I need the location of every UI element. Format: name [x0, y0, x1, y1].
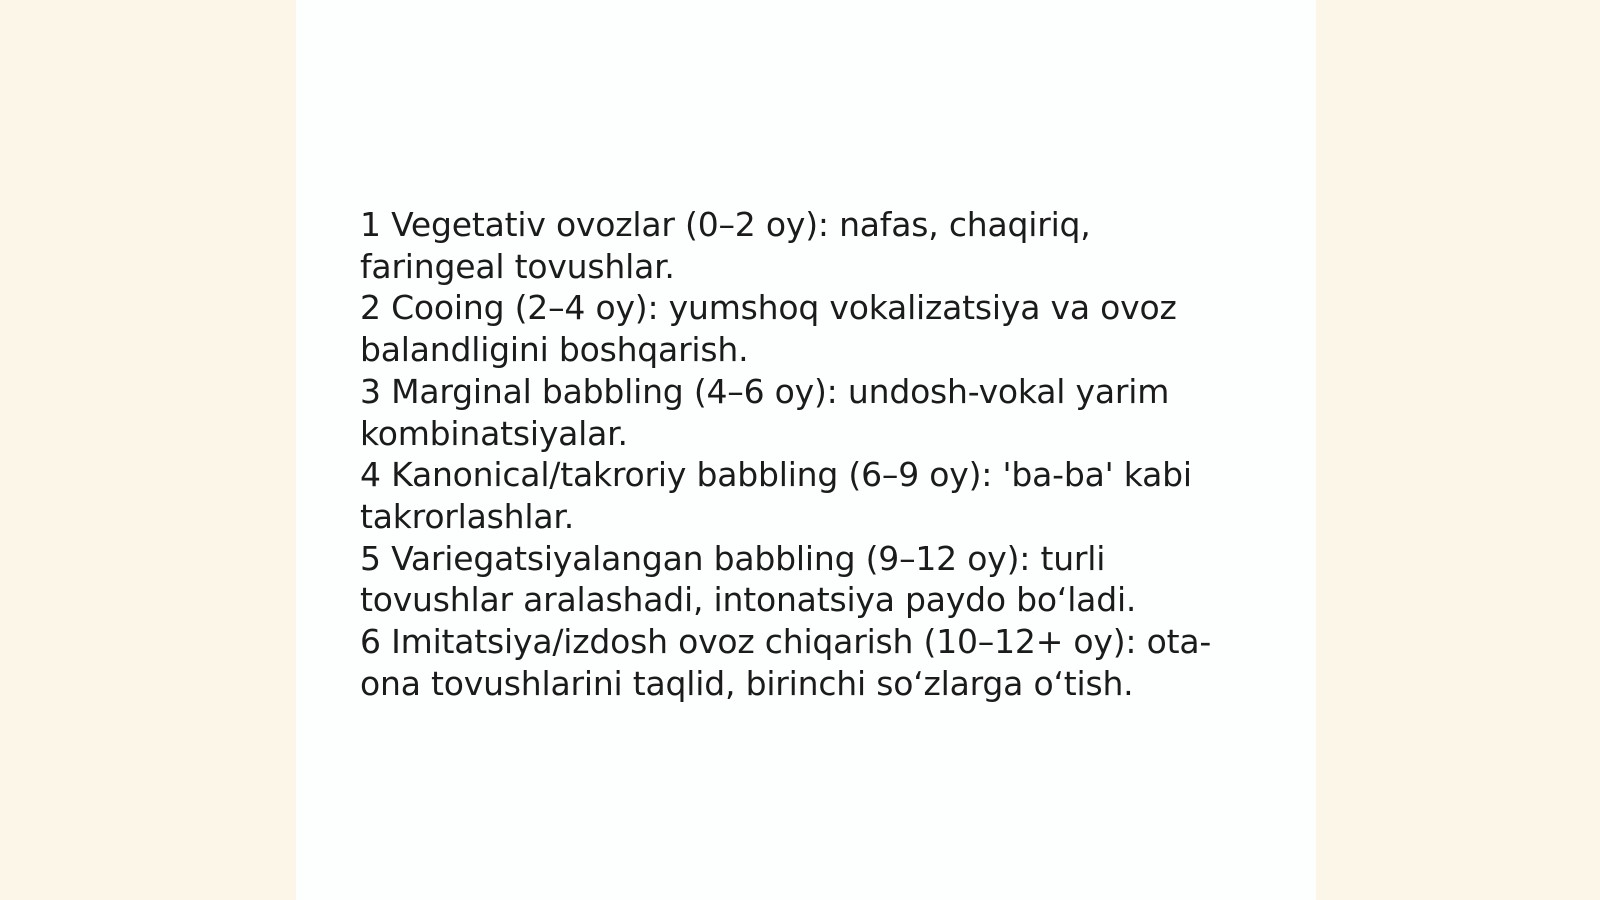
slide-canvas: [296, 0, 1316, 900]
list-item-canonical-babbling: 4 Kanonical/takroriy babbling (6–9 oy): 'ba-ba' kabi takrorlashlar.: [360, 455, 1192, 536]
right-margin-background: [1316, 0, 1600, 900]
list-item-variegated-babbling: 5 Variegatsiyalangan babbling (9–12 oy): turli tovushlar aralashadi, intonatsiya paydo bo‘ladi.: [360, 538, 1137, 620]
list-item-vegetative-sounds: 1 Vegetativ ovozlar (0–2 oy): nafas, chaqiriq, faringeal tovushlar.: [360, 205, 1091, 286]
left-margin-background: [0, 0, 296, 900]
list-item-marginal-babbling: 3 Marginal babbling (4–6 oy): undosh-vokal yarim kombinatsiyalar.: [360, 371, 1170, 453]
list-item-imitation: 6 Imitatsiya/izdosh ovoz chiqarish (10–12+ oy): ota-ona tovushlarini taqlid, birinchi so‘zlarga o‘tish.: [360, 622, 1212, 703]
list-item-cooing: 2 Cooing (2–4 oy): yumshoq vokalizatsiya va ovoz balandligini boshqarish.: [360, 288, 1177, 370]
slide-text-body: [360, 204, 1240, 704]
